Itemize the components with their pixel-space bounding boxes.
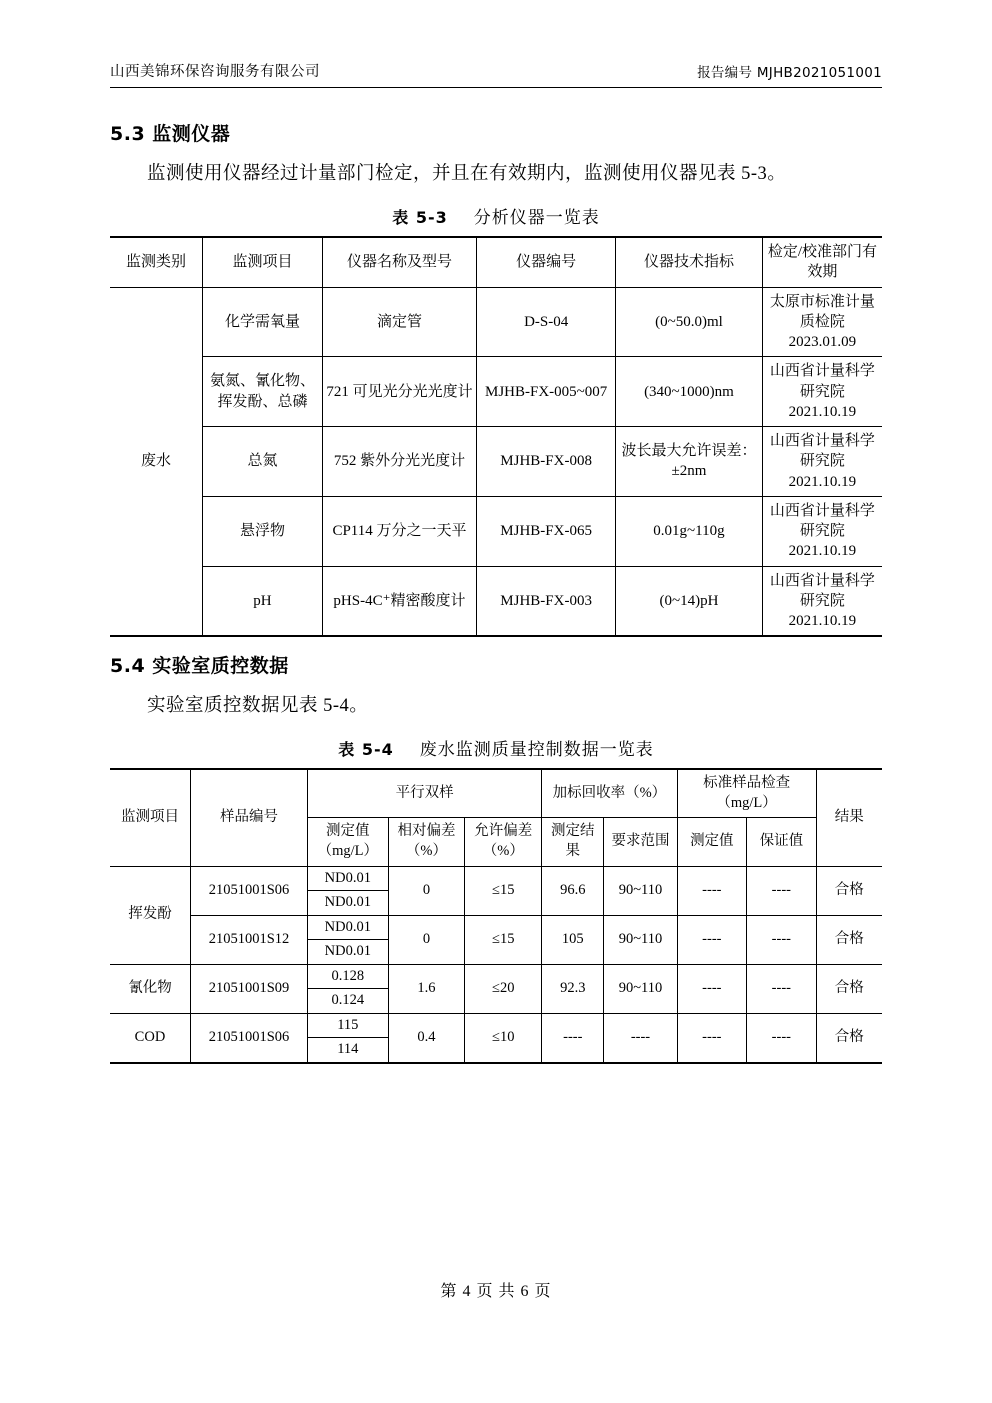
cell-verification-org: 山西省计量科学研究院 [769, 572, 875, 609]
instrument-table [110, 236, 882, 637]
cell-measured-value: ND0.01 [308, 940, 388, 965]
cell-std-measured: ---- [677, 915, 747, 964]
cell-verification [762, 357, 882, 427]
table-row [110, 357, 882, 427]
col-header-spike-recovery: 加标回收率（%） [542, 769, 677, 818]
table-5-3-caption-text: 分析仪器一览表 [473, 208, 600, 227]
cell-verification [762, 566, 882, 636]
cell-verification-date: 2023.01.09 [788, 334, 857, 350]
cell-result: 合格 [816, 866, 882, 915]
qc-data-table [110, 768, 882, 1064]
col-header-result: 结果 [816, 769, 882, 866]
cell-instrument-name: 752 紫外分光光度计 [322, 427, 476, 497]
col-header-allowed-deviation: 允许偏差（%） [465, 818, 542, 866]
cell-instrument-code: D-S-04 [477, 287, 616, 357]
table-row [110, 287, 882, 357]
cell-std-measured: ---- [677, 866, 747, 915]
table-row [110, 566, 882, 636]
cell-spike-range: 90~110 [604, 915, 677, 964]
col-header-std-guarantee: 保证值 [747, 818, 817, 866]
cell-result: 合格 [816, 915, 882, 964]
cell-verification-org: 山西省计量科学研究院 [769, 433, 875, 470]
cell-measured-value: 0.124 [308, 989, 388, 1014]
cell-spec: (0~50.0)ml [616, 287, 763, 357]
cell-instrument-code: MJHB-FX-008 [477, 427, 616, 497]
cell-spike-measured: ---- [542, 1013, 604, 1063]
cell-verification-date: 2021.10.19 [788, 613, 857, 629]
cell-spike-measured: 92.3 [542, 964, 604, 1013]
page-header [110, 60, 882, 88]
col-header-instrument-name: 仪器名称及型号 [322, 237, 476, 287]
table-5-4-caption [110, 735, 882, 760]
cell-std-guarantee: ---- [747, 915, 817, 964]
page-footer: 第 4 页 共 6 页 [440, 1283, 552, 1300]
cell-verification-date: 2021.10.19 [788, 543, 857, 560]
section-title-5-4: 5.4 实验室质控数据 [110, 655, 289, 678]
table-5-4-caption-number: 表 5-4 [338, 740, 394, 760]
cell-measured-value: ND0.01 [308, 915, 388, 940]
cell-relative-deviation: 0 [388, 866, 465, 915]
cell-measured-value: 115 [308, 1013, 388, 1038]
document-content [110, 105, 882, 1064]
cell-measured-value: ND0.01 [308, 891, 388, 916]
col-header-spec: 仪器技术指标 [616, 237, 763, 287]
cell-spec: (0~14)pH [616, 566, 763, 636]
cell-allowed-deviation: ≤10 [465, 1013, 542, 1063]
table-row [110, 915, 882, 940]
cell-sample-no: 21051001S06 [190, 1013, 307, 1063]
cell-spec: (340~1000)nm [616, 357, 763, 427]
cell-sample-no: 21051001S09 [190, 964, 307, 1013]
cell-spec: 波长最大允许误差：±2nm [616, 427, 763, 497]
table-row [110, 237, 882, 287]
cell-spike-range: ---- [604, 1013, 677, 1063]
cell-allowed-deviation: ≤15 [465, 866, 542, 915]
cell-allowed-deviation: ≤15 [465, 915, 542, 964]
header-report-number: 报告编号 MJHB2021051001 [697, 65, 882, 81]
cell-verification-org: 山西省计量科学研究院 [769, 502, 875, 539]
cell-spike-measured: 96.6 [542, 866, 604, 915]
col-header-standard-check: 标准样品检查（mg/L） [677, 769, 816, 818]
header-company: 山西美锦环保咨询服务有限公司 [110, 64, 320, 80]
cell-instrument-name: pHS-4C⁺精密酸度计 [322, 566, 476, 636]
cell-instrument-code: MJHB-FX-065 [477, 496, 616, 566]
cell-verification-org: 太原市标准计量质检院 [769, 293, 875, 330]
cell-std-guarantee: ---- [747, 866, 817, 915]
col-header-measured-value: 测定值（mg/L） [308, 818, 388, 866]
cell-spike-range: 90~110 [604, 964, 677, 1013]
cell-item: COD [110, 1013, 190, 1063]
table-5-4-caption-text: 废水监测质量控制数据一览表 [419, 740, 654, 760]
cell-sample-no: 21051001S06 [190, 866, 307, 915]
cell-verification [762, 287, 882, 357]
cell-item: 挥发酚 [110, 866, 190, 964]
cell-item: 氰化物 [110, 964, 190, 1013]
col-header-item: 监测项目 [110, 769, 190, 866]
section-paragraph-5-4: 实验室质控数据见表 5-4。 [147, 696, 369, 717]
cell-item: 化学需氧量 [203, 287, 323, 357]
col-header-spike-range: 要求范围 [604, 818, 677, 866]
cell-result: 合格 [816, 964, 882, 1013]
col-header-item: 监测项目 [203, 237, 323, 287]
cell-measured-value: ND0.01 [308, 866, 388, 891]
table-row [110, 496, 882, 566]
section-paragraph-5-3: 监测使用仪器经过计量部门检定，并且在有效期内，监测使用仪器见表 5-3。 [147, 164, 787, 184]
col-header-parallel: 平行双样 [308, 769, 542, 818]
col-header-instrument-code: 仪器编号 [477, 237, 616, 287]
table-row [110, 964, 882, 989]
cell-verification-date: 2021.10.19 [788, 403, 857, 420]
cell-item: 总氮 [203, 427, 323, 497]
col-header-std-measured: 测定值 [677, 818, 747, 866]
cell-relative-deviation: 1.6 [388, 964, 465, 1013]
cell-spike-range: 90~110 [604, 866, 677, 915]
cell-instrument-name: CP114 万分之一天平 [322, 496, 476, 566]
cell-result: 合格 [816, 1013, 882, 1063]
table-row [110, 866, 882, 891]
table-row [110, 1013, 882, 1038]
table-row [110, 427, 882, 497]
cell-allowed-deviation: ≤20 [465, 964, 542, 1013]
section-title-5-3: 5.3 监测仪器 [110, 123, 231, 145]
cell-verification [762, 427, 882, 497]
cell-item: pH [203, 566, 323, 636]
cell-item: 氨氮、氰化物、挥发酚、总磷 [203, 357, 323, 427]
cell-verification [762, 496, 882, 566]
cell-instrument-name: 滴定管 [322, 287, 476, 357]
cell-verification-date: 2021.10.19 [788, 473, 857, 490]
table-row [110, 769, 882, 818]
cell-instrument-code: MJHB-FX-003 [477, 566, 616, 636]
cell-std-measured: ---- [677, 1013, 747, 1063]
col-header-spike-measured: 测定结果 [542, 818, 604, 866]
cell-measured-value: 114 [308, 1038, 388, 1063]
cell-measured-value: 0.128 [308, 964, 388, 989]
cell-instrument-code: MJHB-FX-005~007 [477, 357, 616, 427]
table-5-3-caption [110, 203, 882, 228]
cell-relative-deviation: 0.4 [388, 1013, 465, 1063]
cell-item: 悬浮物 [203, 496, 323, 566]
cell-relative-deviation: 0 [388, 915, 465, 964]
cell-spike-measured: 105 [542, 915, 604, 964]
col-header-category: 监测类别 [110, 237, 203, 287]
cell-verification-org: 山西省计量科学研究院 [769, 363, 875, 400]
table-5-3-caption-number: 表 5-3 [392, 208, 448, 227]
cell-instrument-name: 721 可见光分光光度计 [322, 357, 476, 427]
cell-std-guarantee: ---- [747, 964, 817, 1013]
cell-category-wastewater: 废水 [110, 287, 203, 636]
cell-std-measured: ---- [677, 964, 747, 1013]
col-header-relative-deviation: 相对偏差（%） [388, 818, 465, 866]
cell-sample-no: 21051001S12 [190, 915, 307, 964]
cell-spec: 0.01g~110g [616, 496, 763, 566]
col-header-sample-no: 样品编号 [190, 769, 307, 866]
cell-std-guarantee: ---- [747, 1013, 817, 1063]
col-header-verification: 检定/校准部门有效期 [762, 237, 882, 287]
